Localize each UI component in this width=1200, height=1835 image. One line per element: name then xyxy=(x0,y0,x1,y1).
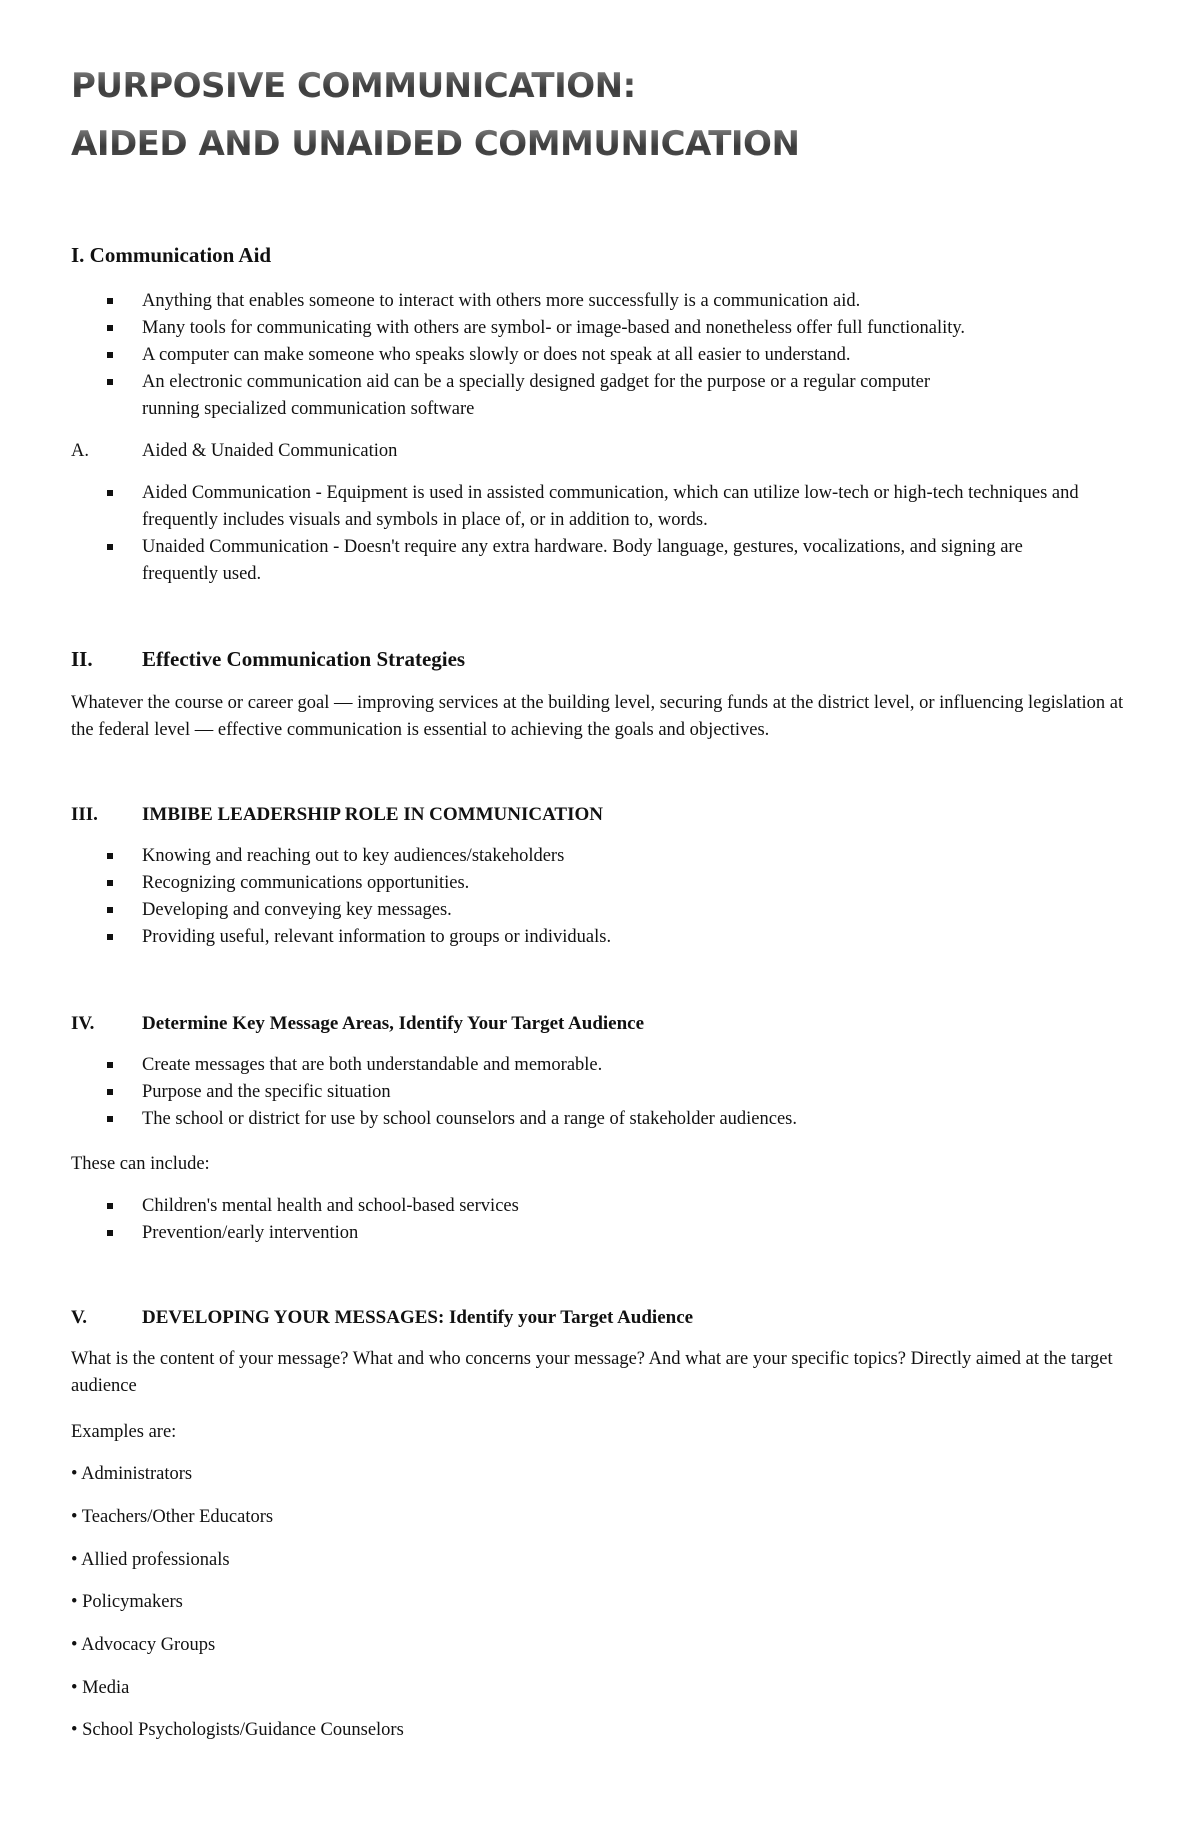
section-1-bullet-list xyxy=(71,288,1131,423)
section-number: II. xyxy=(71,647,93,671)
list-item: Knowing and reaching out to key audiences/stakeholders xyxy=(71,843,1131,870)
section-number: III. xyxy=(71,804,98,825)
list-item: Many tools for communicating with others are symbol- or image-based and nonetheless offer full functionality. xyxy=(71,315,1131,342)
list-item: An electronic communication aid can be a specially designed gadget for the purpose or a regular computer running specialized communication software xyxy=(71,369,1131,423)
examples-label: Examples are: xyxy=(71,1422,177,1442)
square-bullet-icon xyxy=(107,880,113,886)
list-item: Purpose and the specific situation xyxy=(71,1079,1131,1106)
list-item: Anything that enables someone to interact with others more successfully is a communication aid. xyxy=(71,288,1131,315)
list-item: Recognizing communications opportunities. xyxy=(71,870,1131,897)
square-bullet-icon xyxy=(107,907,113,913)
square-bullet-icon xyxy=(107,352,113,358)
example-item: • Media xyxy=(71,1678,130,1698)
example-item: • Allied professionals xyxy=(71,1550,230,1570)
subsection-letter: A. xyxy=(71,441,89,461)
square-bullet-icon xyxy=(107,1062,113,1068)
square-bullet-icon xyxy=(107,544,113,550)
section-title: Effective Communication Strategies xyxy=(142,647,466,671)
document-title-line-2: AIDED AND UNAIDED COMMUNICATION xyxy=(71,124,800,164)
square-bullet-icon xyxy=(107,853,113,859)
example-item: • Advocacy Groups xyxy=(71,1635,216,1655)
section-title: IMBIBE LEADERSHIP ROLE IN COMMUNICATION xyxy=(142,804,603,825)
subsection-a-heading xyxy=(71,438,397,465)
list-item: Providing useful, relevant information to groups or individuals. xyxy=(71,924,1131,951)
section-4-heading xyxy=(71,1011,644,1037)
example-item: • School Psychologists/Guidance Counselors xyxy=(71,1720,404,1740)
list-item: Prevention/early intervention xyxy=(71,1220,1131,1247)
square-bullet-icon xyxy=(107,325,113,331)
document-title-line-1: PURPOSIVE COMMUNICATION: xyxy=(71,66,636,106)
square-bullet-icon xyxy=(107,1116,113,1122)
subsection-a-bullet-list xyxy=(71,480,1131,588)
square-bullet-icon xyxy=(107,1203,113,1209)
example-item: • Administrators xyxy=(71,1464,193,1484)
subsection-label: Aided & Unaided Communication xyxy=(142,441,398,461)
section-2-paragraph: Whatever the course or career goal — improving services at the building level, securing funds at the district level, or influencing legislation at the federal level — effective communication is essential to achieving the goals and objectives. xyxy=(71,693,1124,740)
square-bullet-icon xyxy=(107,379,113,385)
square-bullet-icon xyxy=(107,298,113,304)
section-3-bullet-list xyxy=(71,843,1131,951)
section-number: V. xyxy=(71,1307,88,1328)
example-item: • Policymakers xyxy=(71,1592,183,1612)
square-bullet-icon xyxy=(107,934,113,940)
list-item: Children's mental health and school-based services xyxy=(71,1193,1131,1220)
list-item: A computer can make someone who speaks slowly or does not speak at all easier to understand. xyxy=(71,342,1131,369)
list-item: The school or district for use by school counselors and a range of stakeholder audiences. xyxy=(71,1106,1131,1133)
section-5-paragraph: What is the content of your message? What and who concerns your message? And what are your specific topics? Directly aimed at the target audience xyxy=(71,1349,1113,1396)
section-title: Determine Key Message Areas, Identify Your Target Audience xyxy=(142,1013,645,1034)
section-4-include-list xyxy=(71,1193,1131,1247)
section-number: IV. xyxy=(71,1013,95,1034)
section-title: DEVELOPING YOUR MESSAGES: Identify your Target Audience xyxy=(142,1307,694,1328)
list-item: Unaided Communication - Doesn't require any extra hardware. Body language, gestures, vocalizations, and signing are frequently used. xyxy=(71,534,1131,588)
square-bullet-icon xyxy=(107,1089,113,1095)
section-3-heading xyxy=(71,802,603,828)
section-1-heading: I. Communication Aid xyxy=(71,243,272,267)
square-bullet-icon xyxy=(107,1230,113,1236)
section-4-bullet-list xyxy=(71,1052,1131,1133)
square-bullet-icon xyxy=(107,490,113,496)
list-item: Create messages that are both understandable and memorable. xyxy=(71,1052,1131,1079)
list-item: Aided Communication - Equipment is used in assisted communication, which can utilize low-tech or high-tech techniques and frequently includes visuals and symbols in place of, or in addition to, words. xyxy=(71,480,1131,534)
list-item: Developing and conveying key messages. xyxy=(71,897,1131,924)
section-2-heading xyxy=(71,646,465,672)
example-item: • Teachers/Other Educators xyxy=(71,1507,274,1527)
section-5-heading xyxy=(71,1305,693,1331)
section-4-include-label: These can include: xyxy=(71,1154,210,1174)
